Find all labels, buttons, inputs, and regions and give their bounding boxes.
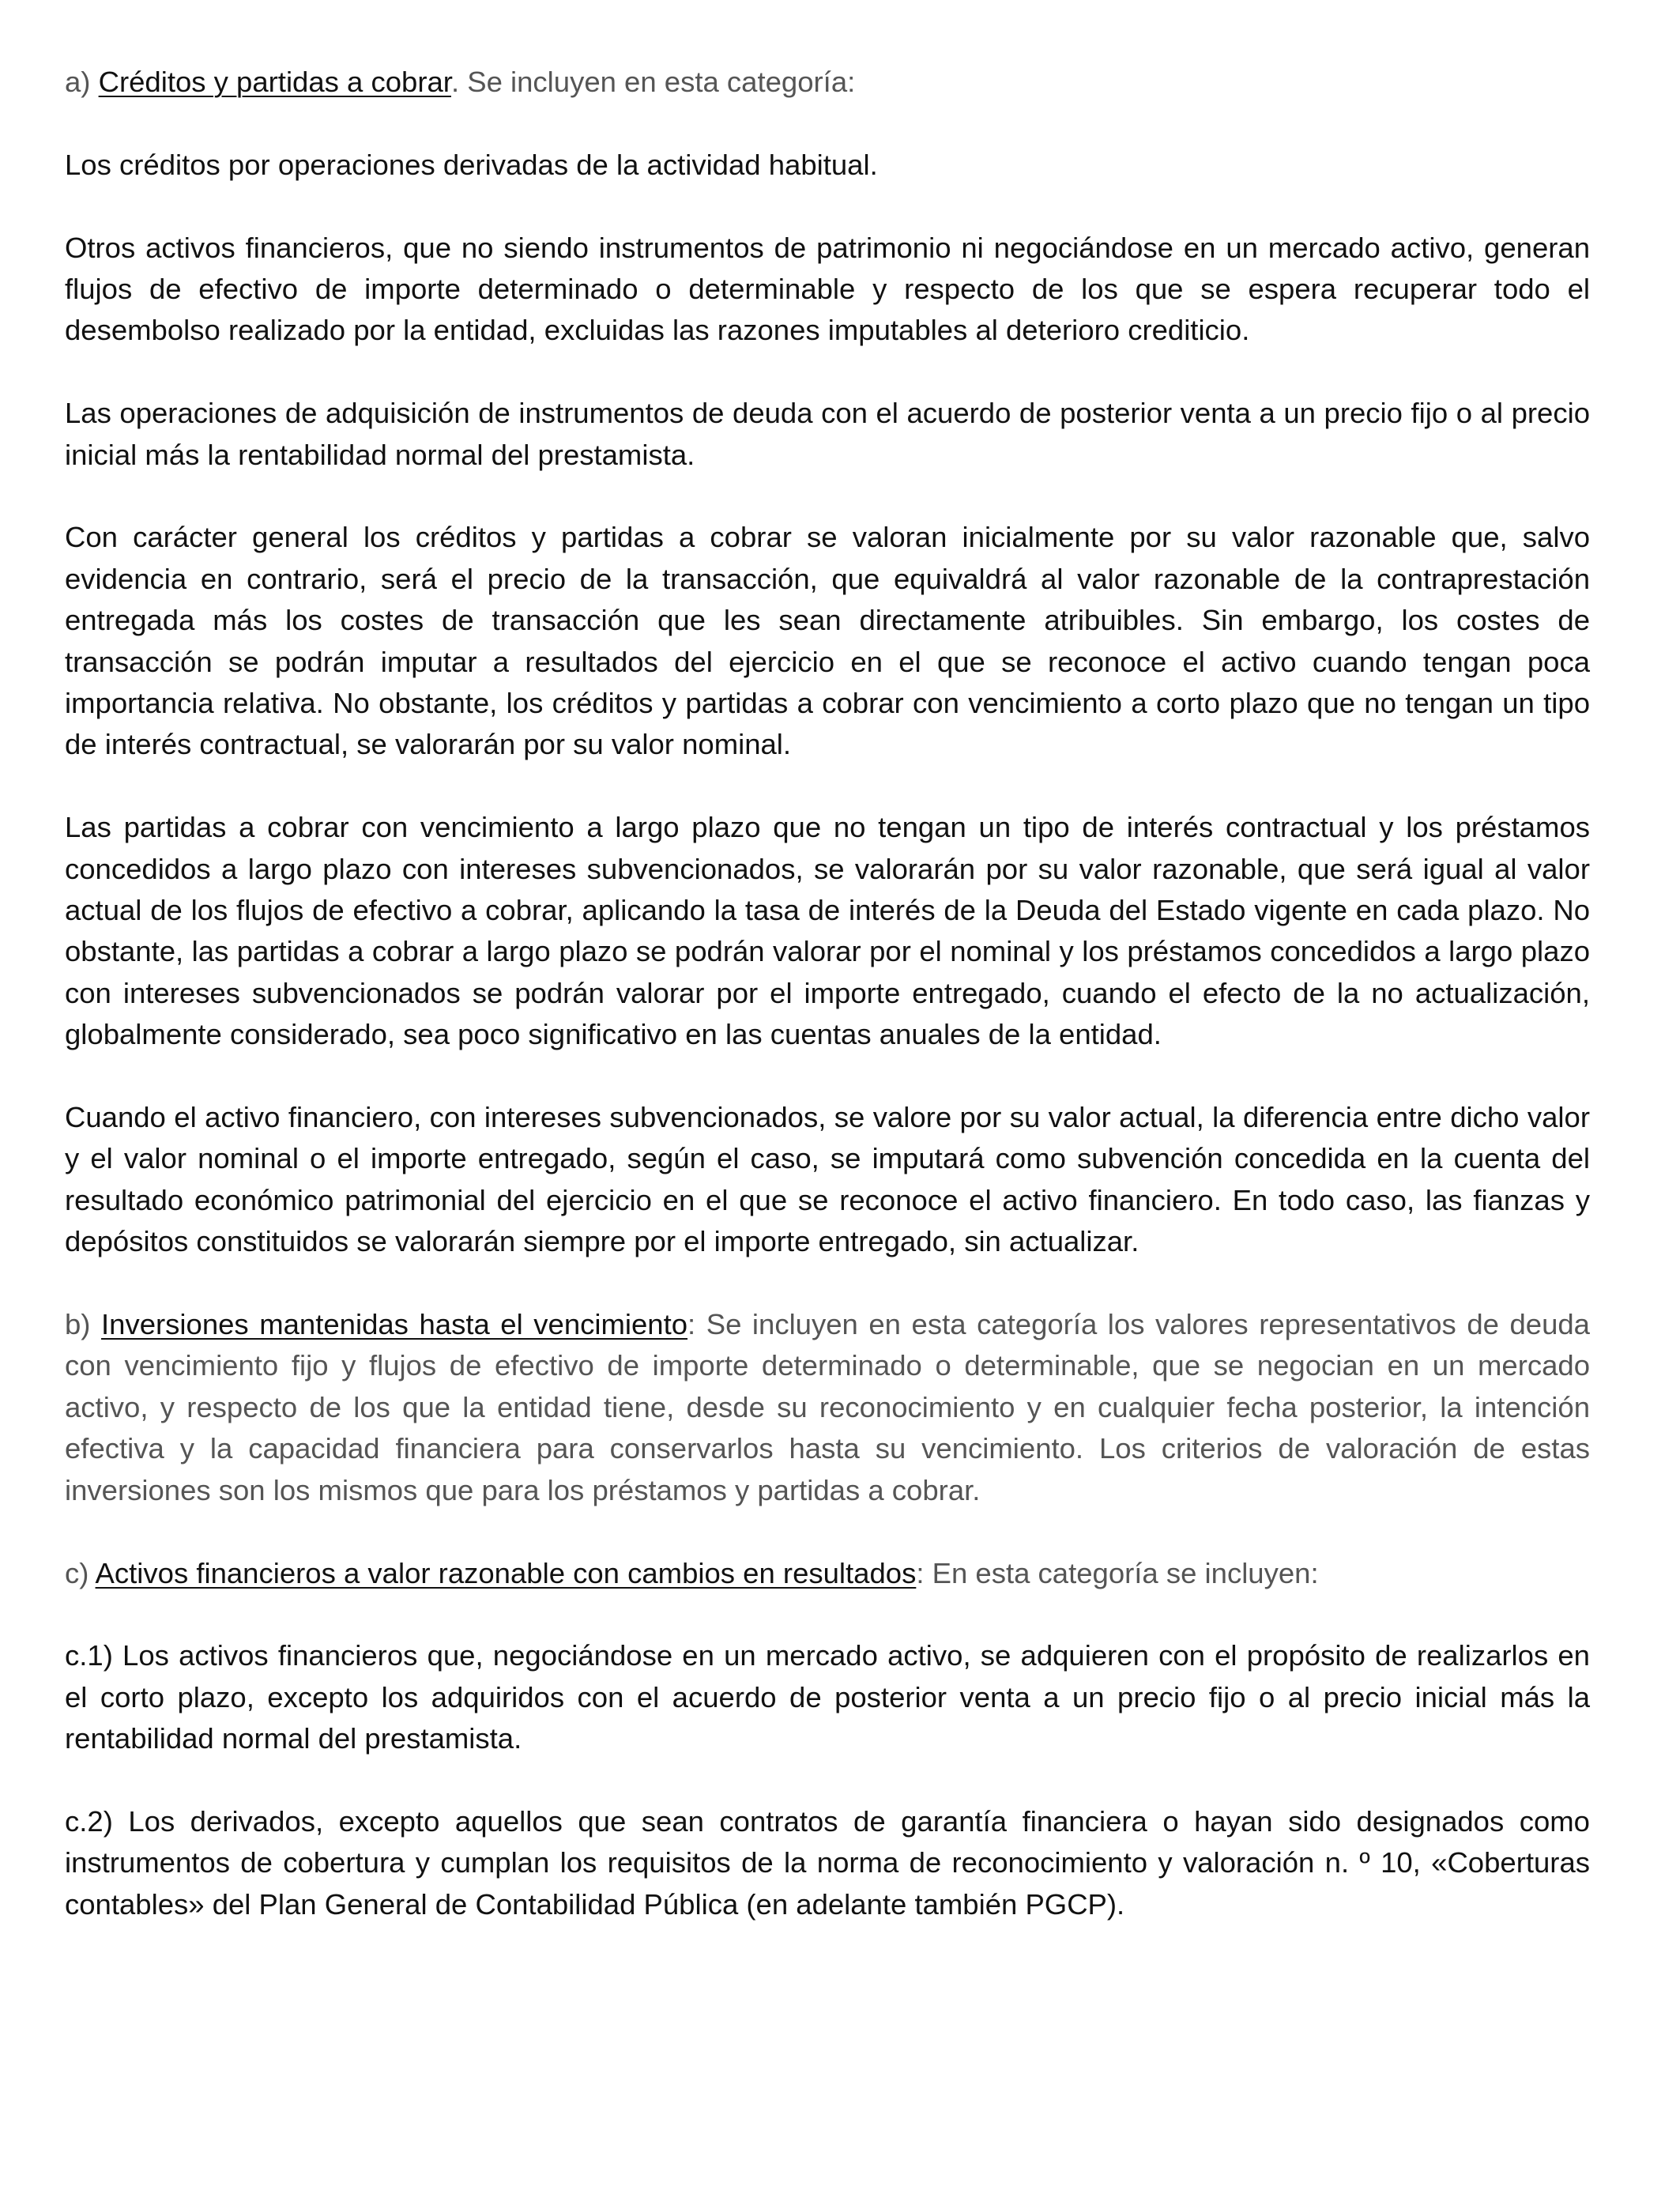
section-c-item-1: c.1) Los activos financieros que, negociándose en un mercado activo, se adquieren con el propósito de realizarlos en el corto plazo, excepto los adquiridos con el acuerdo de posterior venta a un precio fijo o al precio inicial más la rentabilidad normal del prestamista. xyxy=(65,1639,1590,1755)
section-a-intro: . Se incluyen en esta categoría: xyxy=(450,66,856,98)
section-a-subsidized-interest: Cuando el activo financiero, con intereses subvencionados, se valore por su valor actual, la diferencia entre dicho valor y el valor nominal o el importe entregado, según el caso, se imputará como subvención concedida en la cuenta del resultado económico patrimonial del ejercicio en el que se reconoce el activo financiero. En todo caso, las fianzas y depósitos constituidos se valorarán siempre por el importe entregado, sin actualizar. xyxy=(65,1101,1590,1258)
section-c-title: Activos financieros a valor razonable con cambios en resultados xyxy=(95,1556,917,1589)
section-c-heading xyxy=(65,1553,1590,1594)
section-a-item-2: Otros activos financieros, que no siendo instrumentos de patrimonio ni negociándose en un mercado activo, generan flujos de efectivo de importe determinado o determinable y respecto de los que se espera recuperar todo el desembolso realizado por la entidad, excluidas las razones imputables al deterioro crediticio. xyxy=(65,231,1590,347)
section-c-intro: : En esta categoría se incluyen: xyxy=(916,1556,1319,1589)
section-a-title: Créditos y partidas a cobrar xyxy=(98,66,451,98)
document-page xyxy=(65,62,1590,1967)
section-a-item-1: Los créditos por operaciones derivadas de la actividad habitual. xyxy=(65,148,878,181)
section-a-prefix: a) xyxy=(65,66,99,98)
section-a-item-3: Las operaciones de adquisición de instrumentos de deuda con el acuerdo de posterior venta a un precio fijo o al precio inicial más la rentabilidad normal del prestamista. xyxy=(65,397,1590,471)
section-a-valuation-general: Con carácter general los créditos y partidas a cobrar se valoran inicialmente por su valor razonable que, salvo evidencia en contrario, será el precio de la transacción, que equivaldrá al valor razonable de la contraprestación entregada más los costes de transacción que les sean directamente atribuibles. Sin embargo, los costes de transacción se podrán imputar a resultados del ejercicio en el que se reconoce el activo cuando tengan poca importancia relativa. No obstante, los créditos y partidas a cobrar con vencimiento a corto plazo que no tengan un tipo de interés contractual, se valorarán por su valor nominal. xyxy=(65,521,1590,761)
section-b-body: : Se incluyen en esta categoría los valores representativos de deuda con vencimiento fijo y flujos de efectivo de importe determinado o determinable, que se negocian en un mercado activo, y respecto de los que la entidad tiene, desde su reconocimiento y en cualquier fecha posterior, la intención efectiva y la capacidad financiera para conservarlos hasta su vencimiento. Los criterios de valoración de estas inversiones son los mismos que para los préstamos y partidas a cobrar. xyxy=(65,1308,1590,1506)
section-c-item-2: c.2) Los derivados, excepto aquellos que sean contratos de garantía financiera o hayan sido designados como instrumentos de cobertura y cumplan los requisitos de la norma de reconocimiento y valoración n. º 10, «Coberturas contables» del Plan General de Contabilidad Pública (en adelante también PGCP). xyxy=(65,1804,1590,1921)
section-c-prefix: c) xyxy=(65,1556,96,1589)
section-b-prefix: b) xyxy=(65,1308,102,1341)
section-a-valuation-long-term: Las partidas a cobrar con vencimiento a largo plazo que no tengan un tipo de interés contractual y los préstamos concedidos a largo plazo con intereses subvencionados, se valorarán por su valor razonable, que será igual al valor actual de los flujos de efectivo a cobrar, aplicando la tasa de interés de la Deuda del Estado vigente en cada plazo. No obstante, las partidas a cobrar a largo plazo se podrán valorar por el nominal y los préstamos concedidos a largo plazo con intereses subvencionados se podrán valorar por el importe entregado, cuando el efecto de la no actualización, globalmente considerado, sea poco significativo en las cuentas anuales de la entidad. xyxy=(65,811,1590,1051)
section-b-title: Inversiones mantenidas hasta el vencimiento xyxy=(101,1308,688,1341)
section-b-paragraph xyxy=(65,1304,1590,1511)
section-a-heading xyxy=(65,62,1590,103)
